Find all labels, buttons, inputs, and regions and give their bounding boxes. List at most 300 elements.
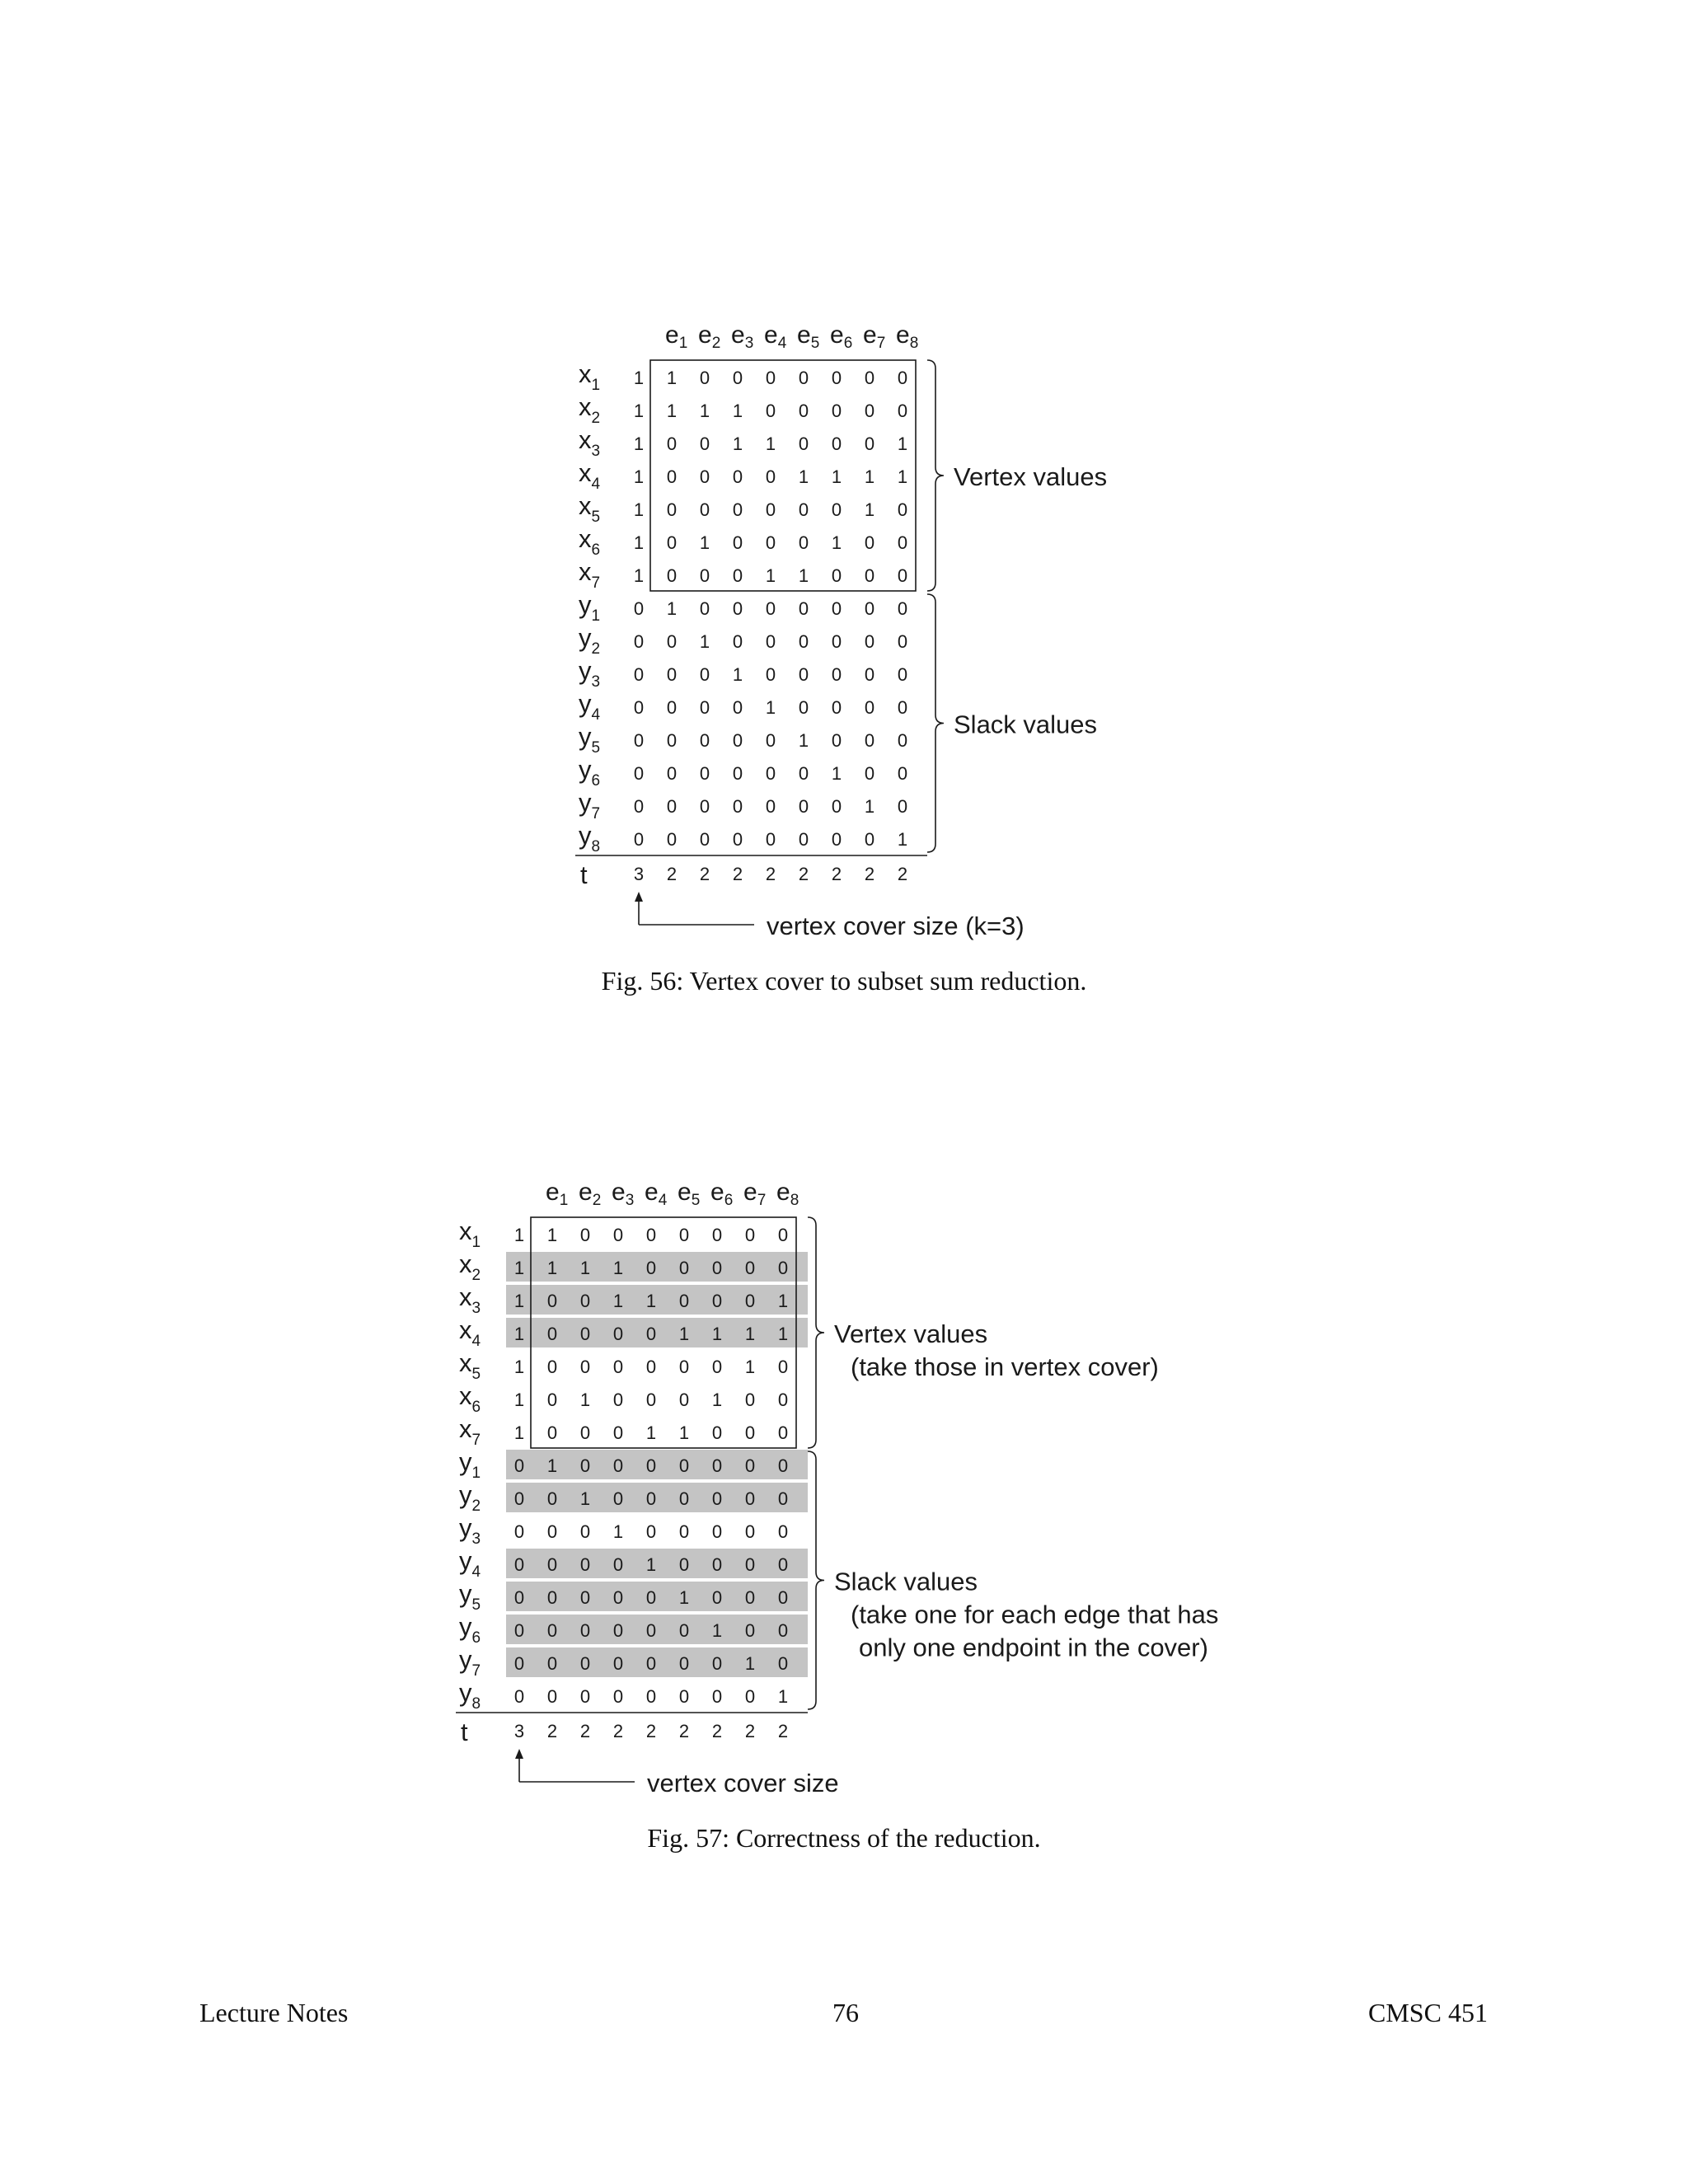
cell-x4-7: 1 bbox=[744, 1324, 756, 1344]
figure-57 bbox=[449, 1170, 1273, 1805]
cell-y7-0: 0 bbox=[633, 796, 645, 817]
footer-left: Lecture Notes bbox=[199, 1998, 349, 2027]
cell-x5-7: 1 bbox=[864, 499, 875, 520]
row-label-x1: $x_1$ bbox=[459, 1216, 481, 1251]
cell-x4-8: 1 bbox=[897, 466, 908, 487]
cell-x4-4: 0 bbox=[645, 1324, 657, 1344]
cell-y6-1: 0 bbox=[546, 1620, 558, 1641]
column-header-e6: $e_6$ bbox=[830, 321, 853, 352]
row-label-subscript: 8 bbox=[471, 1695, 481, 1713]
cell-y2-5: 0 bbox=[798, 631, 809, 652]
figure-57-diagram bbox=[449, 1170, 1273, 1805]
total-digit-5: 2 bbox=[798, 864, 809, 884]
cell-y1-5: 0 bbox=[798, 598, 809, 619]
total-label-t: t bbox=[580, 860, 588, 889]
cell-x5-1: 0 bbox=[546, 1357, 558, 1377]
cell-y4-6: 0 bbox=[831, 697, 842, 718]
cell-y4-3: 0 bbox=[612, 1554, 624, 1575]
column-header-subscript: 7 bbox=[757, 1192, 767, 1209]
cell-x1-0: 1 bbox=[513, 1225, 525, 1245]
cell-y2-5: 0 bbox=[678, 1488, 690, 1509]
cell-y3-6: 0 bbox=[711, 1521, 723, 1542]
cell-y5-7: 0 bbox=[744, 1587, 756, 1608]
cell-y7-4: 0 bbox=[765, 796, 776, 817]
cell-y6-5: 0 bbox=[798, 763, 809, 784]
cell-y4-4: 1 bbox=[645, 1554, 657, 1575]
column-header-subscript: 6 bbox=[724, 1192, 734, 1209]
row-label-x1: $x_1$ bbox=[579, 359, 601, 394]
cell-y2-6: 0 bbox=[831, 631, 842, 652]
column-header-subscript: 1 bbox=[559, 1192, 569, 1209]
figure-56-caption: Fig. 56: Vertex cover to subset sum reduction. bbox=[601, 966, 1087, 996]
cell-x7-2: 0 bbox=[579, 1422, 591, 1443]
cell-y6-8: 0 bbox=[777, 1620, 789, 1641]
total-digit-8: 2 bbox=[897, 864, 908, 884]
cell-y3-5: 0 bbox=[678, 1521, 690, 1542]
cell-y5-7: 0 bbox=[864, 730, 875, 751]
cell-x5-4: 0 bbox=[645, 1357, 657, 1377]
cell-y6-8: 0 bbox=[897, 763, 908, 784]
cell-x3-1: 0 bbox=[546, 1291, 558, 1311]
cell-y4-0: 0 bbox=[633, 697, 645, 718]
cell-x3-0: 1 bbox=[513, 1291, 525, 1311]
total-digit-7: 2 bbox=[744, 1721, 756, 1741]
cell-y5-3: 0 bbox=[612, 1587, 624, 1608]
footer-right: CMSC 451 bbox=[1368, 1998, 1488, 2027]
cell-y1-0: 0 bbox=[513, 1455, 525, 1476]
row-label-x6: $x_6$ bbox=[579, 524, 601, 559]
row-label-y4: $y_4$ bbox=[459, 1546, 481, 1581]
cell-x3-6: 0 bbox=[711, 1291, 723, 1311]
row-label-subscript: 2 bbox=[471, 1267, 481, 1284]
cell-y2-8: 0 bbox=[777, 1488, 789, 1509]
cell-y1-0: 0 bbox=[633, 598, 645, 619]
cell-y1-6: 0 bbox=[711, 1455, 723, 1476]
total-digit-8: 2 bbox=[777, 1721, 789, 1741]
row-label-subscript: 6 bbox=[471, 1629, 481, 1647]
cell-x2-6: 0 bbox=[831, 401, 842, 421]
cell-x5-5: 0 bbox=[678, 1357, 690, 1377]
row-label-x3: $x_3$ bbox=[579, 425, 601, 460]
row-label-x7: $x_7$ bbox=[459, 1414, 481, 1449]
cell-y1-4: 0 bbox=[765, 598, 776, 619]
row-label-subscript: 5 bbox=[471, 1596, 481, 1614]
row-label-x3: $x_3$ bbox=[459, 1282, 481, 1317]
row-label-x5: $x_5$ bbox=[459, 1348, 481, 1383]
cell-y8-6: 0 bbox=[711, 1686, 723, 1707]
row-label-subscript: 3 bbox=[471, 1300, 481, 1317]
cell-x3-3: 1 bbox=[732, 434, 743, 454]
cell-x3-8: 1 bbox=[777, 1291, 789, 1311]
cell-y2-7: 0 bbox=[864, 631, 875, 652]
cell-y8-0: 0 bbox=[633, 829, 645, 850]
cell-y3-0: 0 bbox=[513, 1521, 525, 1542]
column-header-subscript: 5 bbox=[810, 335, 820, 352]
cell-x5-5: 0 bbox=[798, 499, 809, 520]
cell-x4-6: 1 bbox=[711, 1324, 723, 1344]
cell-y6-3: 0 bbox=[732, 763, 743, 784]
cell-y4-3: 0 bbox=[732, 697, 743, 718]
total-digit-4: 2 bbox=[765, 864, 776, 884]
cell-x2-3: 1 bbox=[612, 1258, 624, 1278]
cell-x7-7: 0 bbox=[864, 565, 875, 586]
cell-x4-2: 0 bbox=[699, 466, 710, 487]
cell-y6-4: 0 bbox=[765, 763, 776, 784]
cell-y1-5: 0 bbox=[678, 1455, 690, 1476]
vertex-cover-size-label: vertex cover size bbox=[647, 1769, 839, 1797]
cell-x2-5: 0 bbox=[798, 401, 809, 421]
cell-x7-4: 1 bbox=[645, 1422, 657, 1443]
cell-x2-2: 1 bbox=[579, 1258, 591, 1278]
cell-y2-7: 0 bbox=[744, 1488, 756, 1509]
row-label-x5: $x_5$ bbox=[579, 491, 601, 526]
cell-y4-2: 0 bbox=[579, 1554, 591, 1575]
cell-y1-1: 1 bbox=[666, 598, 678, 619]
slack-values-brace bbox=[808, 1451, 824, 1709]
cell-y2-0: 0 bbox=[513, 1488, 525, 1509]
cell-x4-8: 1 bbox=[777, 1324, 789, 1344]
cell-y1-1: 1 bbox=[546, 1455, 558, 1476]
cell-y6-1: 0 bbox=[666, 763, 678, 784]
cell-x4-3: 0 bbox=[732, 466, 743, 487]
row-label-y3: $y_3$ bbox=[579, 656, 601, 691]
vertex-values-brace bbox=[808, 1217, 824, 1448]
column-header-subscript: 3 bbox=[625, 1192, 635, 1209]
cell-x1-4: 0 bbox=[645, 1225, 657, 1245]
row-label-subscript: 7 bbox=[471, 1662, 481, 1680]
cell-x4-7: 1 bbox=[864, 466, 875, 487]
cell-y3-1: 0 bbox=[546, 1521, 558, 1542]
cell-x6-6: 1 bbox=[831, 532, 842, 553]
column-header-subscript: 7 bbox=[876, 335, 886, 352]
cell-y5-1: 0 bbox=[546, 1587, 558, 1608]
total-digit-0: 3 bbox=[633, 864, 645, 884]
cell-x7-1: 0 bbox=[546, 1422, 558, 1443]
cell-y4-8: 0 bbox=[897, 697, 908, 718]
cell-x5-2: 0 bbox=[579, 1357, 591, 1377]
row-label-subscript: 3 bbox=[471, 1530, 481, 1548]
column-header-e2: $e_2$ bbox=[579, 1179, 602, 1209]
cell-y4-7: 0 bbox=[864, 697, 875, 718]
cell-x5-0: 1 bbox=[513, 1357, 525, 1377]
cell-x6-1: 0 bbox=[546, 1390, 558, 1410]
vertex-cover-size-label: vertex cover size (k=3) bbox=[767, 912, 1025, 940]
cell-y6-3: 0 bbox=[612, 1620, 624, 1641]
row-label-x2: $x_2$ bbox=[459, 1249, 481, 1284]
cell-y3-6: 0 bbox=[831, 664, 842, 685]
row-label-subscript: 3 bbox=[591, 443, 601, 460]
row-label-x7: $x_7$ bbox=[579, 557, 601, 592]
total-digit-1: 2 bbox=[666, 864, 678, 884]
footer-page-number: 76 bbox=[832, 1998, 859, 2027]
row-label-y6: $y_6$ bbox=[579, 755, 601, 790]
cell-y4-4: 1 bbox=[765, 697, 776, 718]
cell-x6-4: 0 bbox=[765, 532, 776, 553]
cell-x4-1: 0 bbox=[546, 1324, 558, 1344]
cell-x2-8: 0 bbox=[897, 401, 908, 421]
cell-y4-1: 0 bbox=[546, 1554, 558, 1575]
figure-57-caption: Fig. 57: Correctness of the reduction. bbox=[647, 1823, 1041, 1853]
cell-x1-3: 0 bbox=[732, 368, 743, 388]
row-label-y2: $y_2$ bbox=[459, 1480, 481, 1515]
column-header-e7: $e_7$ bbox=[863, 321, 886, 352]
cell-x6-7: 0 bbox=[744, 1390, 756, 1410]
row-label-subscript: 2 bbox=[471, 1497, 481, 1515]
cell-y2-3: 0 bbox=[732, 631, 743, 652]
cell-x3-3: 1 bbox=[612, 1291, 624, 1311]
row-label-y8: $y_8$ bbox=[579, 821, 601, 855]
row-label-y4: $y_4$ bbox=[579, 689, 601, 724]
cell-x4-5: 1 bbox=[798, 466, 809, 487]
cell-x6-1: 0 bbox=[666, 532, 678, 553]
cell-y1-7: 0 bbox=[864, 598, 875, 619]
cell-x1-8: 0 bbox=[897, 368, 908, 388]
column-header-subscript: 6 bbox=[843, 335, 853, 352]
cell-x1-0: 1 bbox=[633, 368, 645, 388]
cell-y5-2: 0 bbox=[579, 1587, 591, 1608]
cell-y2-2: 1 bbox=[699, 631, 710, 652]
column-header-subscript: 8 bbox=[909, 335, 919, 352]
column-header-e4: $e_4$ bbox=[645, 1179, 668, 1209]
cell-y5-2: 0 bbox=[699, 730, 710, 751]
cell-y2-3: 0 bbox=[612, 1488, 624, 1509]
cell-y8-8: 1 bbox=[897, 829, 908, 850]
arrow-head bbox=[515, 1749, 523, 1759]
cell-y6-6: 1 bbox=[711, 1620, 723, 1641]
cell-x4-6: 1 bbox=[831, 466, 842, 487]
cell-y5-8: 0 bbox=[897, 730, 908, 751]
cell-x1-6: 0 bbox=[711, 1225, 723, 1245]
cell-x3-1: 0 bbox=[666, 434, 678, 454]
column-header-e8: $e_8$ bbox=[896, 321, 919, 352]
row-label-y3: $y_3$ bbox=[459, 1513, 481, 1548]
cell-x7-5: 1 bbox=[798, 565, 809, 586]
total-digit-6: 2 bbox=[831, 864, 842, 884]
cell-x3-4: 1 bbox=[645, 1291, 657, 1311]
cell-x4-2: 0 bbox=[579, 1324, 591, 1344]
cell-y4-1: 0 bbox=[666, 697, 678, 718]
cell-y6-6: 1 bbox=[831, 763, 842, 784]
cell-y6-2: 0 bbox=[579, 1620, 591, 1641]
cell-y8-2: 0 bbox=[579, 1686, 591, 1707]
vertex-box bbox=[650, 360, 916, 591]
cell-x4-0: 1 bbox=[633, 466, 645, 487]
cell-y8-7: 0 bbox=[864, 829, 875, 850]
row-label-subscript: 8 bbox=[591, 838, 601, 855]
cell-x3-5: 0 bbox=[678, 1291, 690, 1311]
cell-y2-2: 1 bbox=[579, 1488, 591, 1509]
cell-x3-5: 0 bbox=[798, 434, 809, 454]
total-digit-5: 2 bbox=[678, 1721, 690, 1741]
cell-x1-4: 0 bbox=[765, 368, 776, 388]
cell-y5-5: 1 bbox=[798, 730, 809, 751]
cell-x6-5: 0 bbox=[798, 532, 809, 553]
row-label-subscript: 1 bbox=[471, 1234, 481, 1251]
cell-x3-7: 0 bbox=[744, 1291, 756, 1311]
cell-x1-1: 1 bbox=[666, 368, 678, 388]
row-label-subscript: 4 bbox=[471, 1563, 481, 1581]
cell-x2-0: 1 bbox=[513, 1258, 525, 1278]
cell-x5-3: 0 bbox=[732, 499, 743, 520]
cell-x2-8: 0 bbox=[777, 1258, 789, 1278]
cell-y7-2: 0 bbox=[579, 1653, 591, 1674]
cell-y7-2: 0 bbox=[699, 796, 710, 817]
cell-y3-5: 0 bbox=[798, 664, 809, 685]
cell-x3-2: 0 bbox=[579, 1291, 591, 1311]
cell-x4-1: 0 bbox=[666, 466, 678, 487]
cell-y1-6: 0 bbox=[831, 598, 842, 619]
cell-y3-0: 0 bbox=[633, 664, 645, 685]
column-header-e3: $e_3$ bbox=[731, 321, 754, 352]
cell-x1-2: 0 bbox=[699, 368, 710, 388]
column-header-e1: $e_1$ bbox=[665, 321, 688, 352]
cell-x6-3: 0 bbox=[612, 1390, 624, 1410]
column-header-e7: $e_7$ bbox=[743, 1179, 767, 1209]
cell-x5-4: 0 bbox=[765, 499, 776, 520]
column-header-e1: $e_1$ bbox=[546, 1179, 569, 1209]
total-digit-2: 2 bbox=[699, 864, 710, 884]
column-header-subscript: 5 bbox=[691, 1192, 701, 1209]
row-label-subscript: 6 bbox=[591, 541, 601, 559]
cell-y5-0: 0 bbox=[633, 730, 645, 751]
cell-x7-4: 1 bbox=[765, 565, 776, 586]
column-header-subscript: 4 bbox=[658, 1192, 668, 1209]
total-digit-7: 2 bbox=[864, 864, 875, 884]
cell-x7-8: 0 bbox=[897, 565, 908, 586]
cell-x4-0: 1 bbox=[513, 1324, 525, 1344]
cell-y8-4: 0 bbox=[765, 829, 776, 850]
row-label-y2: $y_2$ bbox=[579, 623, 601, 658]
cell-x1-6: 0 bbox=[831, 368, 842, 388]
cell-x1-1: 1 bbox=[546, 1225, 558, 1245]
row-label-y6: $y_6$ bbox=[459, 1612, 481, 1647]
row-label-subscript: 3 bbox=[591, 673, 601, 691]
row-label-subscript: 5 bbox=[471, 1366, 481, 1383]
cell-y2-4: 0 bbox=[645, 1488, 657, 1509]
row-label-subscript: 6 bbox=[471, 1399, 481, 1416]
cell-x7-1: 0 bbox=[666, 565, 678, 586]
cell-y8-5: 0 bbox=[798, 829, 809, 850]
cell-x7-2: 0 bbox=[699, 565, 710, 586]
cell-y7-5: 0 bbox=[678, 1653, 690, 1674]
cell-y7-8: 0 bbox=[777, 1653, 789, 1674]
cell-y3-7: 0 bbox=[864, 664, 875, 685]
cell-y2-0: 0 bbox=[633, 631, 645, 652]
cell-x6-2: 1 bbox=[699, 532, 710, 553]
cell-y8-8: 1 bbox=[777, 1686, 789, 1707]
cell-y6-5: 0 bbox=[678, 1620, 690, 1641]
cell-y7-8: 0 bbox=[897, 796, 908, 817]
cell-x6-2: 1 bbox=[579, 1390, 591, 1410]
cell-y7-5: 0 bbox=[798, 796, 809, 817]
cell-x3-8: 1 bbox=[897, 434, 908, 454]
cell-x5-6: 0 bbox=[711, 1357, 723, 1377]
cell-x5-3: 0 bbox=[612, 1357, 624, 1377]
row-label-subscript: 7 bbox=[591, 574, 601, 592]
row-label-subscript: 4 bbox=[591, 706, 601, 724]
cell-x1-8: 0 bbox=[777, 1225, 789, 1245]
cell-y8-0: 0 bbox=[513, 1686, 525, 1707]
cell-x6-0: 1 bbox=[513, 1390, 525, 1410]
cell-y6-0: 0 bbox=[633, 763, 645, 784]
cell-x1-2: 0 bbox=[579, 1225, 591, 1245]
cell-y5-6: 0 bbox=[831, 730, 842, 751]
total-digit-4: 2 bbox=[645, 1721, 657, 1741]
cell-y7-4: 0 bbox=[645, 1653, 657, 1674]
row-label-y8: $y_8$ bbox=[459, 1678, 481, 1713]
cell-x5-8: 0 bbox=[897, 499, 908, 520]
cell-x5-7: 1 bbox=[744, 1357, 756, 1377]
column-header-e2: $e_2$ bbox=[698, 321, 721, 352]
cell-x2-1: 1 bbox=[546, 1258, 558, 1278]
cell-x7-6: 0 bbox=[711, 1422, 723, 1443]
cell-y4-5: 0 bbox=[678, 1554, 690, 1575]
cell-y3-7: 0 bbox=[744, 1521, 756, 1542]
cell-x4-5: 1 bbox=[678, 1324, 690, 1344]
cell-y2-4: 0 bbox=[765, 631, 776, 652]
cell-x7-3: 0 bbox=[612, 1422, 624, 1443]
vertex-values-brace bbox=[927, 360, 944, 591]
cell-y1-2: 0 bbox=[699, 598, 710, 619]
cell-y5-0: 0 bbox=[513, 1587, 525, 1608]
row-label-subscript: 1 bbox=[471, 1465, 481, 1482]
cell-x3-4: 1 bbox=[765, 434, 776, 454]
cell-x2-7: 0 bbox=[864, 401, 875, 421]
cell-x2-2: 1 bbox=[699, 401, 710, 421]
arrow-head bbox=[635, 892, 643, 902]
column-header-subscript: 8 bbox=[790, 1192, 799, 1209]
row-label-subscript: 7 bbox=[591, 805, 601, 823]
cell-x7-3: 0 bbox=[732, 565, 743, 586]
cell-x3-2: 0 bbox=[699, 434, 710, 454]
cell-x2-4: 0 bbox=[645, 1258, 657, 1278]
cell-x4-4: 0 bbox=[765, 466, 776, 487]
cell-x6-5: 0 bbox=[678, 1390, 690, 1410]
cell-y1-3: 0 bbox=[732, 598, 743, 619]
row-label-subscript: 7 bbox=[471, 1432, 481, 1449]
cell-x7-5: 1 bbox=[678, 1422, 690, 1443]
cell-x3-6: 0 bbox=[831, 434, 842, 454]
column-header-subscript: 2 bbox=[592, 1192, 602, 1209]
row-label-y7: $y_7$ bbox=[459, 1645, 481, 1680]
cell-x5-0: 1 bbox=[633, 499, 645, 520]
total-digit-2: 2 bbox=[579, 1721, 591, 1741]
column-header-e8: $e_8$ bbox=[776, 1179, 799, 1209]
cell-y4-0: 0 bbox=[513, 1554, 525, 1575]
cell-y6-2: 0 bbox=[699, 763, 710, 784]
cell-x5-8: 0 bbox=[777, 1357, 789, 1377]
cell-y1-4: 0 bbox=[645, 1455, 657, 1476]
cell-y3-3: 1 bbox=[732, 664, 743, 685]
cell-y7-3: 0 bbox=[732, 796, 743, 817]
row-label-y1: $y_1$ bbox=[579, 590, 601, 625]
cell-y1-3: 0 bbox=[612, 1455, 624, 1476]
row-label-x6: $x_6$ bbox=[459, 1381, 481, 1416]
cell-y4-2: 0 bbox=[699, 697, 710, 718]
slack-values-label-line-1: Slack values bbox=[834, 1567, 978, 1596]
cell-x1-5: 0 bbox=[798, 368, 809, 388]
cell-y8-7: 0 bbox=[744, 1686, 756, 1707]
cell-y3-8: 0 bbox=[897, 664, 908, 685]
column-header-e5: $e_5$ bbox=[797, 321, 820, 352]
cell-y1-7: 0 bbox=[744, 1455, 756, 1476]
row-label-y5: $y_5$ bbox=[459, 1579, 481, 1614]
cell-y2-1: 0 bbox=[666, 631, 678, 652]
total-label-t: t bbox=[461, 1718, 468, 1746]
column-header-e4: $e_4$ bbox=[764, 321, 787, 352]
cell-x2-1: 1 bbox=[666, 401, 678, 421]
cell-y8-6: 0 bbox=[831, 829, 842, 850]
